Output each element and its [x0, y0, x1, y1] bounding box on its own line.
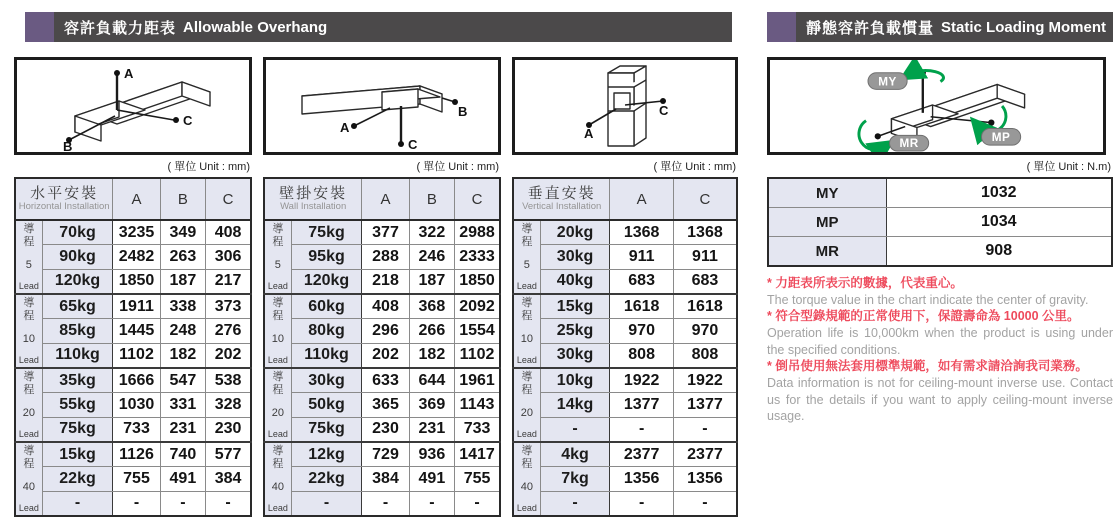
wall-table-wrap	[263, 155, 501, 517]
table-row: 導程 20 Lead 10kg 1922 1922	[513, 368, 737, 393]
lead-cell: 導程 40 Lead	[513, 442, 540, 516]
mp-label: MP	[991, 131, 1011, 145]
mr-badge	[890, 135, 929, 151]
point-label-b: B	[63, 139, 73, 152]
wall-actuator-drawing	[266, 60, 498, 152]
overhang-diagrams	[14, 57, 738, 155]
table-row: 110kg 202 182 1102	[264, 343, 500, 368]
my-rotation-arrow	[910, 71, 943, 82]
table-row: 導程 40 Lead 4kg 2377 2377	[513, 442, 737, 467]
table-row: 導程 10 Lead 65kg 1911 338 373	[15, 294, 251, 319]
lead-cell: 導程 20 Lead	[15, 368, 42, 442]
table-row: - - -	[513, 417, 737, 442]
table-title-zh: 垂直安裝	[527, 185, 596, 203]
table-row: - - -	[513, 491, 737, 516]
diagram-vertical-installation	[512, 57, 738, 155]
point-label-c: C	[408, 137, 418, 152]
point-a-dot	[351, 123, 357, 129]
table-row: 75kg 230 231 733	[264, 417, 500, 442]
table-row: 75kg 733 231 230	[15, 417, 251, 442]
mr-axis-dot	[875, 133, 881, 139]
section-header-static-loading-moment	[767, 12, 1113, 42]
lead-cell: 導程 5 Lead	[264, 220, 291, 294]
lead-cell: 導程 5 Lead	[15, 220, 42, 294]
lead-cell: 導程 20 Lead	[513, 368, 540, 442]
table-row: 導程 40 Lead 12kg 729 936 1417	[264, 442, 500, 467]
mr-label: MR	[899, 137, 919, 151]
mp-axis-dot	[988, 120, 994, 126]
table-row: 55kg 1030 331 328	[15, 393, 251, 417]
unit-label-mm-3: ( 單位 Unit : mm)	[653, 161, 736, 173]
table-title-en: Wall Installation	[280, 201, 347, 213]
table-row: 85kg 1445 248 276	[15, 319, 251, 343]
mp-rotation-arrow	[979, 106, 1006, 132]
point-label-a: A	[584, 126, 594, 141]
table-row: 導程 40 Lead 15kg 1126 740 577	[15, 442, 251, 467]
point-c-dot	[398, 141, 404, 147]
vertical-table-wrap	[512, 155, 738, 517]
horizontal-actuator-drawing	[17, 60, 249, 152]
my-badge	[868, 73, 907, 90]
table-row: - - - -	[15, 491, 251, 516]
table-row	[768, 208, 1112, 237]
table-horizontal-installation	[14, 177, 252, 517]
table-row: 120kg 218 187 1850	[264, 269, 500, 294]
col-header-b: B	[160, 178, 205, 220]
section-header-allowable-overhang	[25, 12, 732, 42]
point-label-b: B	[458, 104, 468, 119]
note-3-en: Data information is not for ceiling-mount inverse use. Contact us for the details if you want to apply ceiling-mount inverse usage.	[767, 376, 1113, 424]
table-row	[768, 178, 1112, 208]
col-header-a: A	[362, 178, 409, 220]
table-title-vertical	[513, 178, 610, 220]
table-static-loading-moment	[767, 177, 1113, 267]
point-label-a: A	[124, 66, 134, 81]
point-label-c: C	[183, 113, 193, 128]
point-c-dot	[173, 117, 179, 123]
table-row: 25kg 970 970	[513, 319, 737, 343]
lead-group-5	[264, 220, 500, 294]
table-title-en: Vertical Installation	[522, 201, 602, 213]
col-header-c: C	[206, 178, 251, 220]
lead-cell: 導程 10 Lead	[264, 294, 291, 368]
table-row: 14kg 1377 1377	[513, 393, 737, 417]
point-a-dot	[114, 70, 120, 76]
diagram-horizontal-installation	[14, 57, 252, 155]
note-1-zh: * 力距表所表示的數據，代表重心。	[767, 276, 963, 290]
col-header-c: C	[455, 178, 500, 220]
lead-group-20	[264, 368, 500, 442]
table-title-zh: 壁掛安裝	[279, 185, 348, 203]
note-2-zh: * 符合型錄規範的正常使用下，保證壽命為 10000 公里。	[767, 309, 1080, 324]
moment-value-my: 1032	[886, 178, 1112, 208]
horizontal-table-wrap	[14, 155, 252, 517]
table-row: 120kg 1850 187 217	[15, 269, 251, 294]
note-2-en: Operation life is 10,000km when the product is using under the specified conditions.	[767, 326, 1113, 357]
moment-label-mr: MR	[768, 237, 886, 267]
table-row: 導程 5 Lead 20kg 1368 1368	[513, 220, 737, 245]
point-label-c: C	[659, 103, 669, 118]
vertical-actuator-drawing	[515, 60, 735, 152]
table-row: - - - -	[264, 491, 500, 516]
table-wall-installation	[263, 177, 501, 517]
lead-cell: 導程 40 Lead	[264, 442, 291, 516]
table-row: 導程 10 Lead 15kg 1618 1618	[513, 294, 737, 319]
allowable-overhang-section	[14, 12, 738, 517]
diagram-wall-installation	[263, 57, 501, 155]
footnotes	[767, 275, 1113, 425]
lead-group-10	[513, 294, 737, 368]
static-loading-moment-section	[767, 12, 1113, 425]
lead-cell: 導程 10 Lead	[15, 294, 42, 368]
table-row: 22kg 384 491 755	[264, 467, 500, 491]
lead-group-5	[15, 220, 251, 294]
table-title-en: Horizontal Installation	[18, 201, 110, 213]
table-row: 導程 5 Lead 75kg 377 322 2988	[264, 220, 500, 245]
table-row: 導程 5 Lead 70kg 3235 349 408	[15, 220, 251, 245]
table-row: 導程 10 Lead 60kg 408 368 2092	[264, 294, 500, 319]
mp-badge	[982, 129, 1021, 146]
lead-group-20	[15, 368, 251, 442]
col-header-a: A	[610, 178, 674, 220]
lead-cell: 導程 40 Lead	[15, 442, 42, 516]
table-row: 110kg 1102 182 202	[15, 343, 251, 368]
table-row: 95kg 288 246 2333	[264, 245, 500, 269]
lead-cell: 導程 20 Lead	[264, 368, 291, 442]
table-row: 30kg 911 911	[513, 245, 737, 269]
table-row: 50kg 365 369 1143	[264, 393, 500, 417]
note-3-zh: * 倒吊使用無法套用標準規範，如有需求請洽詢我司業務。	[767, 359, 1088, 374]
table-vertical-installation	[512, 177, 738, 517]
table-title-horizontal	[15, 178, 113, 220]
col-header-c: C	[673, 178, 737, 220]
section-title-zh: 容許負載力距表	[64, 19, 177, 37]
table-row: 90kg 2482 263 306	[15, 245, 251, 269]
col-header-a: A	[113, 178, 160, 220]
diagram-moment-axes	[767, 57, 1106, 155]
table-row: 22kg 755 491 384	[15, 467, 251, 491]
table-title-zh: 水平安裝	[30, 185, 99, 203]
section-title-en: Static Loading Moment	[941, 18, 1107, 36]
table-row: 導程 20 Lead 30kg 633 644 1961	[264, 368, 500, 393]
lead-cell: 導程 5 Lead	[513, 220, 540, 294]
point-label-a: A	[340, 120, 350, 135]
table-row: 30kg 808 808	[513, 343, 737, 368]
table-row: 40kg 683 683	[513, 269, 737, 294]
table-row	[768, 237, 1112, 267]
table-row: 80kg 296 266 1554	[264, 319, 500, 343]
lead-group-40	[264, 442, 500, 516]
table-row: 7kg 1356 1356	[513, 467, 737, 491]
lead-group-5	[513, 220, 737, 294]
moment-label-my: MY	[768, 178, 886, 208]
lead-cell: 導程 10 Lead	[513, 294, 540, 368]
table-title-wall	[264, 178, 362, 220]
table-row: 導程 20 Lead 35kg 1666 547 538	[15, 368, 251, 393]
moment-value-mr: 908	[886, 237, 1112, 267]
moment-actuator-drawing	[770, 60, 1103, 152]
section-title-en: Allowable Overhang	[183, 18, 328, 36]
col-header-b: B	[409, 178, 454, 220]
moment-value-mp: 1034	[886, 208, 1112, 237]
unit-label-nm: ( 單位 Unit : N.m)	[1026, 161, 1111, 173]
lead-group-20	[513, 368, 737, 442]
lead-group-10	[264, 294, 500, 368]
lead-group-40	[513, 442, 737, 516]
note-1-en: The torque value in the chart indicate the center of gravity.	[767, 292, 1089, 307]
unit-label-mm-2: ( 單位 Unit : mm)	[416, 161, 499, 173]
moment-label-mp: MP	[768, 208, 886, 237]
lead-group-10	[15, 294, 251, 368]
section-title-zh: 靜態容許負載慣量	[806, 19, 935, 37]
header-accent-square	[767, 12, 796, 42]
unit-label-mm-1: ( 單位 Unit : mm)	[167, 161, 250, 173]
overhang-tables-row	[14, 155, 738, 517]
header-accent-square	[25, 12, 54, 42]
my-label: MY	[878, 75, 897, 89]
lead-group-40	[15, 442, 251, 516]
